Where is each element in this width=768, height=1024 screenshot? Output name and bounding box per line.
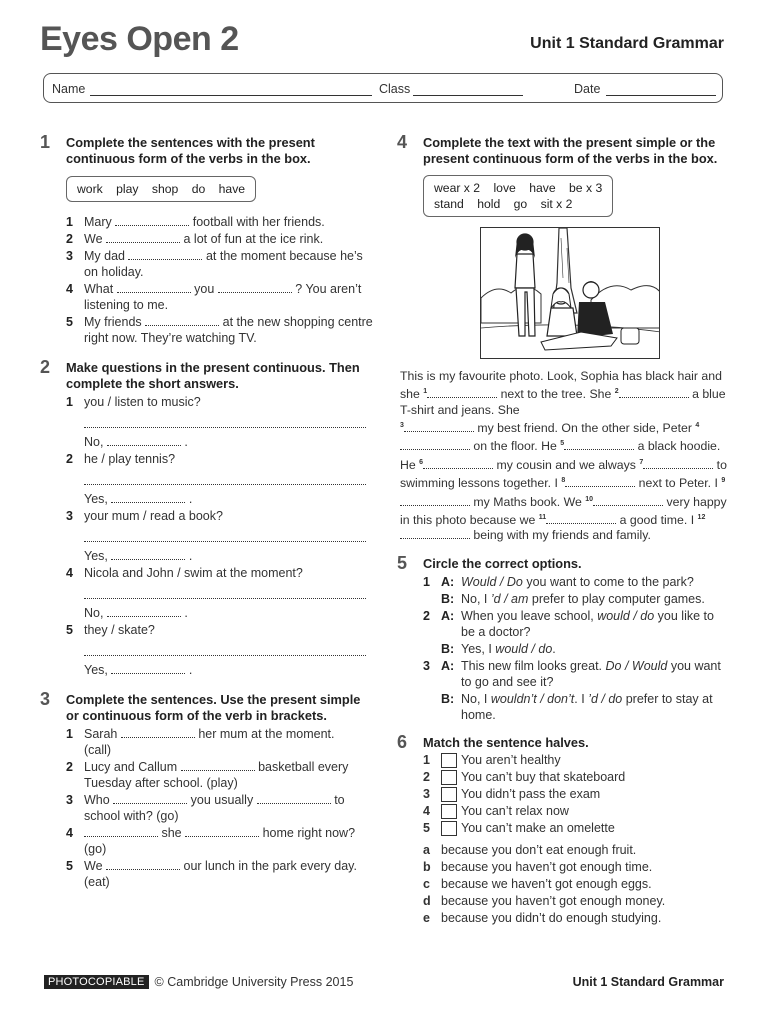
answer-blank[interactable] [181,760,255,771]
question-item: 2 We a lot of fun at the ice rink. [66,232,324,246]
word: hold [477,197,501,211]
match-left-item: 5 You can’t make an omelette [423,820,615,835]
right-column [397,132,730,937]
answer-blank[interactable] [427,387,497,398]
answer-blank[interactable] [404,421,474,432]
answer-blank[interactable] [111,549,185,560]
exercise-2 [40,357,373,678]
answer-line[interactable] [84,477,366,485]
exercise-6 [397,732,730,927]
question-item: 4 What you ? You aren’t listening to me. [66,282,362,312]
exercise-1 [40,132,373,346]
answer-blank[interactable] [400,439,470,450]
dialogue-line: 3 A: This new film looks great. Do / Would you want to go and see it? [423,659,721,690]
match-right-item: c because we haven’t got enough eggs. [423,876,652,891]
word: love [493,181,516,195]
answer-blank[interactable] [218,282,292,293]
exercise-5 [397,552,730,724]
name-class-date-bar [43,73,723,103]
answer-blank[interactable] [593,495,663,506]
name-field[interactable] [90,95,372,96]
brand-title: Eyes Open 2 [40,20,239,58]
answer-blank[interactable] [111,663,185,674]
word: have [529,181,556,195]
answer-box[interactable] [441,770,457,785]
class-label: Class [379,82,411,96]
answer-blank[interactable] [257,793,331,804]
answer-blank[interactable] [565,476,635,487]
answer-blank[interactable] [643,458,713,469]
answer-blank[interactable] [107,435,181,446]
exercise-number: 2 [40,357,51,377]
exercise-3 [40,689,373,890]
exercise-number: 6 [397,732,408,753]
friends-drawing [481,228,660,359]
answer-line[interactable] [84,420,366,428]
option-choice[interactable]: ’d / do [588,692,623,707]
answer-blank[interactable] [400,495,470,506]
answer-blank[interactable] [400,528,470,539]
option-choice[interactable]: Do / Would [605,659,668,674]
question-item: 1 Sarah her mum at the moment. (call) [66,727,335,757]
option-choice[interactable]: wouldn’t / don’t [490,692,575,707]
dialogue-line: B: No, I ’d / am prefer to play computer games. [441,592,705,607]
answer-blank[interactable] [121,727,195,738]
answer-blank[interactable] [107,606,181,617]
question-item: 4 she home right now? (go) [66,826,356,856]
dialogue-line: 1 A: Would / Do you want to come to the park? [423,575,694,590]
class-field[interactable] [413,95,523,96]
dialogue-line: 2 A: When you leave school, would / do you like to be a doctor? [423,609,714,640]
footer-copyright [44,975,353,989]
exercise-4 [397,132,730,544]
match-right-item: e because you didn’t do enough studying. [423,910,662,925]
match-left-item: 4 You can’t relax now [423,803,569,818]
exercise-instruction: Complete the sentences. Use the present simple or continuous form of the verb in brackets. [66,692,361,723]
word-box [66,176,256,202]
word: have [218,182,246,196]
question-item: 4 Nicola and John / swim at the moment? No, . [66,565,373,621]
exercise-instruction: Circle the correct options. [423,555,582,571]
question-item: 1 Mary football with her friends. [66,215,325,229]
question-item: 1 you / listen to music? No, . [66,394,373,450]
option-choice[interactable]: ’d / am [490,592,529,607]
unit-title: Unit 1 Standard Grammar [530,35,724,52]
date-field[interactable] [606,95,716,96]
answer-box[interactable] [441,821,457,836]
word: shop [151,182,179,196]
copyright-text: © Cambridge University Press 2015 [154,975,354,989]
answer-line[interactable] [84,591,366,599]
answer-blank[interactable] [145,315,219,326]
answer-blank[interactable] [185,826,259,837]
exercise-number: 3 [40,689,51,709]
question-item: 5 My friends at the new shopping centre right now. They’re watching TV. [66,315,373,345]
answer-box[interactable] [441,787,457,802]
question-item: 5 they / skate? Yes, . [66,622,373,678]
answer-blank[interactable] [564,439,634,450]
question-item: 2 he / play tennis? Yes, . [66,451,373,507]
word: wear x 2 [434,181,481,195]
answer-box[interactable] [441,804,457,819]
answer-blank[interactable] [106,859,180,870]
answer-blank[interactable] [117,282,191,293]
footer-unit: Unit 1 Standard Grammar [572,975,724,989]
word: sit x 2 [540,197,573,211]
option-choice[interactable]: would / do [495,642,553,657]
illustration-friends-photo [480,227,660,359]
exercise-number: 1 [40,132,51,152]
answer-blank[interactable] [423,458,493,469]
question-item: 3 Who you usually to school with? (go) [66,793,345,823]
match-right-item: b because you haven’t got enough time. [423,859,653,874]
match-right-item: a because you don’t eat enough fruit. [423,842,637,857]
match-left-item: 1 You aren’t healthy [423,752,561,767]
question-item: 5 We our lunch in the park every day. (eat) [66,859,357,889]
question-item: 3 My dad at the moment because he’s on holiday. [66,249,363,279]
answer-blank[interactable] [128,249,202,260]
word: be x 3 [569,181,603,195]
dialogue-line: B: No, I wouldn’t / don’t. I ’d / do prefer to stay at home. [441,692,713,723]
photocopiable-badge: PHOTOCOPIABLE [44,975,149,989]
word: work [77,182,103,196]
exercise-number: 4 [397,132,408,152]
left-column [40,132,373,900]
name-label: Name [52,82,86,96]
dialogue-line: B: Yes, I would / do. [441,642,556,657]
match-left-item: 3 You didn’t pass the exam [423,786,601,801]
answer-blank[interactable] [113,793,187,804]
exercise-instruction: Make questions in the present continuous. Then complete the short answers. [66,360,360,391]
answer-line[interactable] [84,648,366,656]
gap-fill-text: This is my favourite photo. Look, Sophia has black hair and she $^1$ next to the tree. She $^2$ a blue T-shirt and jeans. She $^3$ my best friend. On the other side, Peter $^4$ on the floor. He $^5$ a black hoodie. He $^6$ my cousin and we always $^7$ to swimming lessons together. I $^8$ next to Peter. I $^9$ my Maths book. We $^{10}$ very happy in this photo because we $^{11}$ a good time. I $^{12}$ being with my friends and family. [400,369,727,543]
date-label: Date [574,82,601,96]
word-box [423,175,613,217]
exercise-instruction: Match the sentence halves. [423,735,589,751]
answer-line[interactable] [84,534,366,542]
option-choice[interactable]: would / do [597,609,655,624]
word: stand [434,197,464,211]
exercise-instruction: Complete the text with the present simple or the present continuous form of the verbs in the box. [423,135,718,166]
word: do [191,182,206,196]
match-left-item: 2 You can’t buy that skateboard [423,769,626,784]
word: go [513,197,528,211]
answer-blank[interactable] [111,492,185,503]
exercise-number: 5 [397,552,408,573]
answer-blank[interactable] [115,215,189,226]
word: play [116,182,139,196]
option-choice[interactable]: Would / Do [461,575,523,590]
answer-blank[interactable] [84,826,158,837]
answer-blank[interactable] [106,232,180,243]
answer-blank[interactable] [619,387,689,398]
answer-blank[interactable] [546,513,616,524]
match-right-item: d because you haven’t got enough money. [423,893,666,908]
exercise-instruction: Complete the sentences with the present continuous form of the verbs in the box. [66,135,315,166]
answer-box[interactable] [441,753,457,768]
question-item: 3 your mum / read a book? Yes, . [66,508,373,564]
question-item: 2 Lucy and Callum basketball every Tuesday after school. (play) [66,760,349,790]
